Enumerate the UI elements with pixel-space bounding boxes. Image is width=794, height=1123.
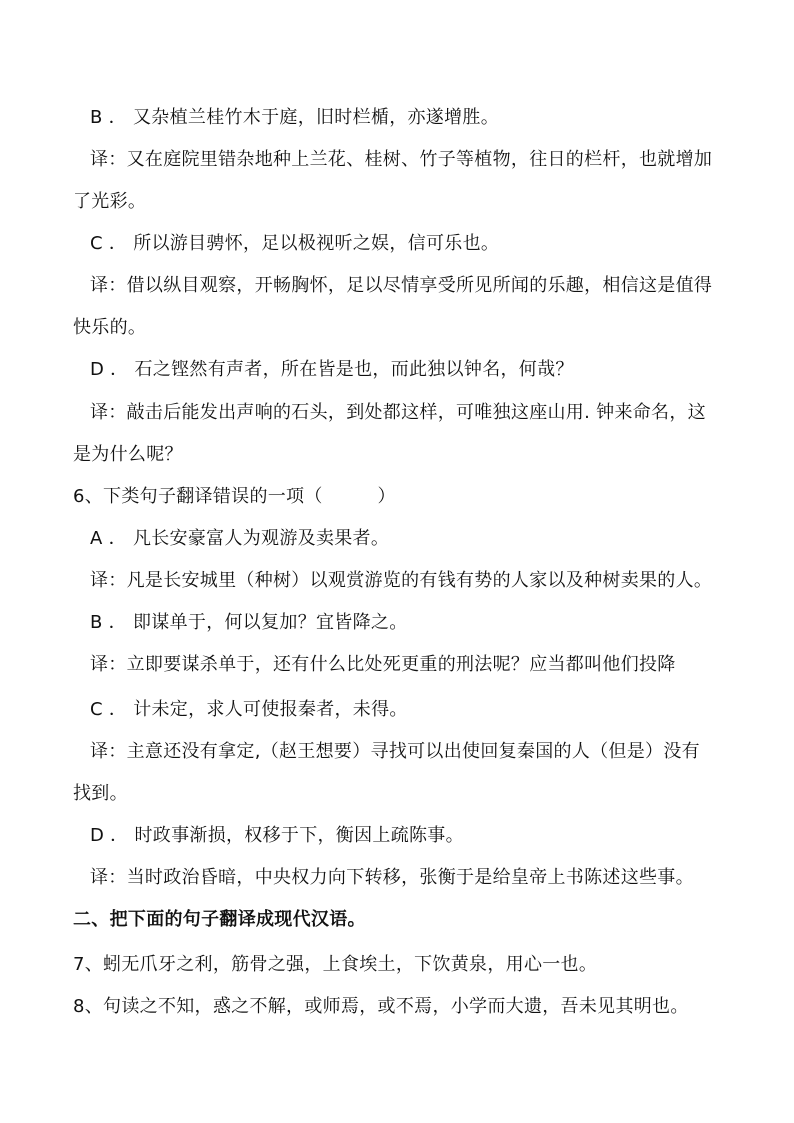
- option-d-translation: 译：敲击后能发出声响的石头，到处都这样，可唯独这座山用. 钟来命名，这: [90, 402, 706, 423]
- option-c-translation-cont: 快乐的。: [73, 317, 147, 338]
- option-c-translation: 译：借以纵目观察，开畅胸怀，足以尽情享受所见所闻的乐趣，相信这是值得: [90, 275, 713, 296]
- option-c-sentence: C ． 所以游目骋怀，足以极视听之娱，信可乐也。: [90, 233, 500, 254]
- q6-option-c-translation: 译：主意还没有拿定,（赵王想要）寻找可以出使回复秦国的人（但是）没有: [90, 741, 700, 762]
- option-b-translation: 译：又在庭院里错杂地种上兰花、桂树、竹子等植物，往日的栏杆，也就增加: [90, 149, 713, 170]
- q6-option-d-translation: 译：当时政治昏暗，中央权力向下转移，张衡于是给皇帝上书陈述这些事。: [90, 867, 694, 888]
- question-6-title: 6、下类句子翻译错误的一项（ ）: [73, 486, 396, 507]
- q6-option-a-translation: 译：凡是长安城里（种树）以观赏游览的有钱有势的人家以及种树卖果的人。: [90, 570, 713, 591]
- option-d-translation-cont: 是为什么呢？: [73, 444, 183, 465]
- q6-option-d-sentence: D ． 时政事渐损，权移于下，衡因上疏陈事。: [90, 825, 464, 846]
- option-b-sentence: B ． 又杂植兰桂竹木于庭，旧时栏楯，亦遂增胜。: [90, 107, 499, 128]
- q6-option-a-sentence: A ． 凡长安豪富人为观游及卖果者。: [90, 528, 390, 549]
- question-7: 7、蚓无爪牙之利，筋骨之强，上食埃土，下饮黄泉，用心一也。: [73, 954, 598, 975]
- option-d-sentence: D ． 石之铿然有声者，所在皆是也，而此独以钟名，何哉？: [90, 359, 574, 380]
- q6-option-b-translation: 译：立即要谋杀单于，还有什么比处死更重的刑法呢？应当都叫他们投降: [90, 654, 676, 675]
- section-2-heading: 二、把下面的句子翻译成现代汉语。: [73, 909, 366, 930]
- q6-option-c-translation-cont: 找到。: [73, 783, 128, 804]
- option-b-translation-cont: 了光彩。: [73, 191, 147, 212]
- q6-option-c-sentence: C ． 计未定，求人可使报秦者，未得。: [90, 699, 408, 720]
- q6-option-b-sentence: B ． 即谋单于，何以复加？宜皆降之。: [90, 612, 408, 633]
- question-8: 8、句读之不知，惑之不解，或师焉，或不焉，小学而大遗，吾未见其明也。: [73, 996, 689, 1017]
